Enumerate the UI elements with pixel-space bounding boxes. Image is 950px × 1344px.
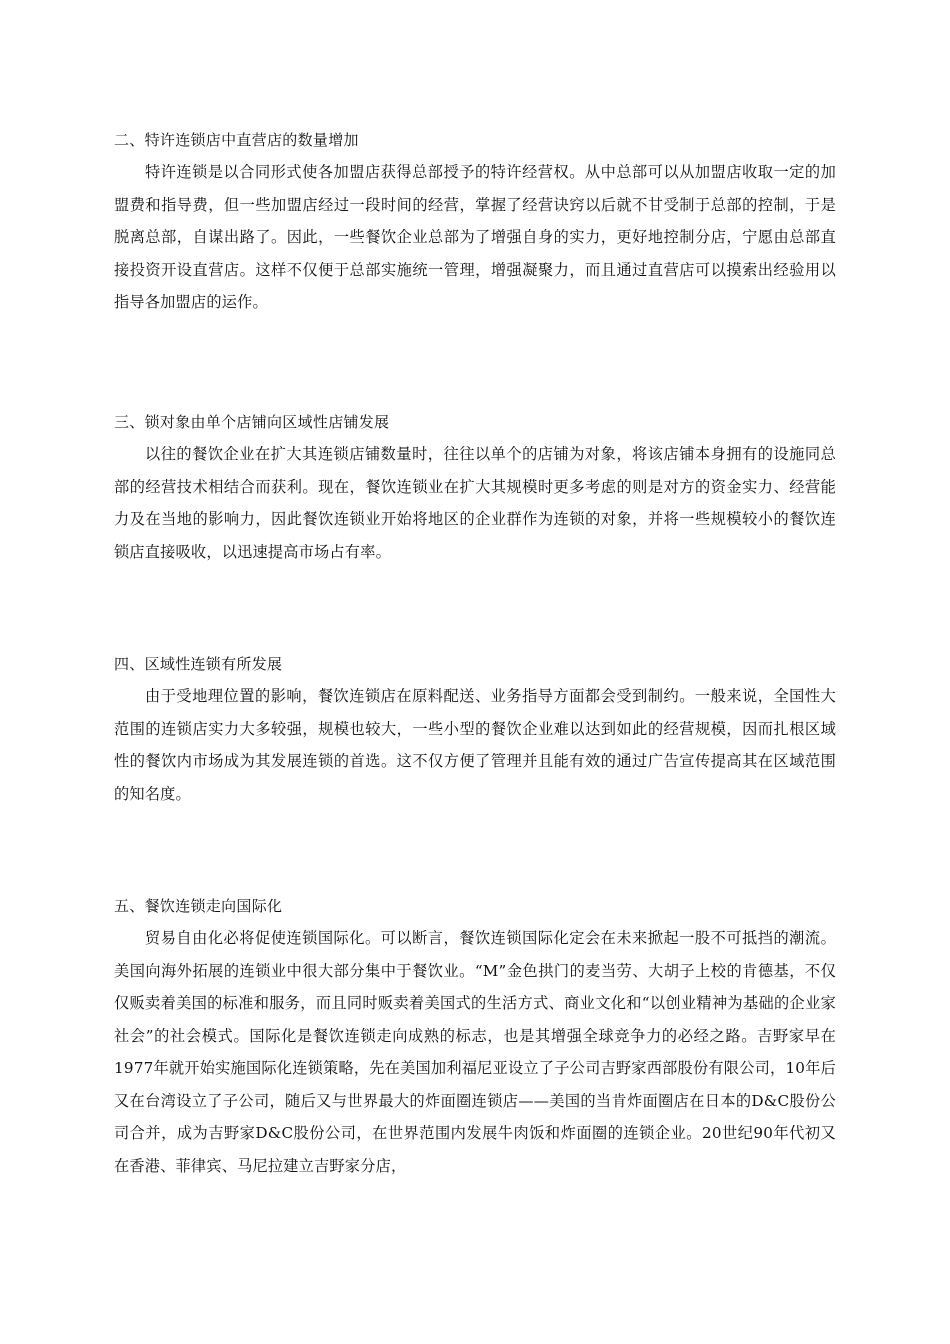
section-franchise-direct-stores <box>114 130 836 319</box>
section-paragraph: 以往的餐饮企业在扩大其连锁店铺数量时，往往以单个的店铺为对象，将该店铺本身拥有的设施同总部的经营技术相结合而获利。现在，餐饮连锁业在扩大其规模时更多考虑的则是对方的资金实力、经营能力及在当地的影响力，因此餐饮连锁业开始将地区的企业群作为连锁的对象，并将一些规模较小的餐饮连锁店直接吸收，以迅速提高市场占有率。 <box>114 445 836 561</box>
section-paragraph: 特许连锁是以合同形式使各加盟店获得总部授予的特许经营权。从中总部可以从加盟店收取一定的加盟费和指导费，但一些加盟店经过一段时间的经营，掌握了经营诀窍以后就不甘受制于总部的控制，于是脱离总部，自谋出路了。因此，一些餐饮企业总部为了增强自身的实力，更好地控制分店，宁愿由总部直接投资开设直营店。这样不仅便于总部实施统一管理，增强凝聚力，而且通过直营店可以摸索出经验用以指导各加盟店的运作。 <box>114 163 836 311</box>
section-heading: 三、锁对象由单个店铺向区域性店铺发展 <box>114 413 390 431</box>
section-internationalization <box>114 896 836 1182</box>
section-heading: 二、特许连锁店中直营店的数量增加 <box>114 131 359 149</box>
section-regional-chains <box>114 654 836 810</box>
section-paragraph: 贸易自由化必将促使连锁国际化。可以断言，餐饮连锁国际化定会在未来掀起一股不可抵挡的潮流。美国向海外拓展的连锁业中很大部分集中于餐饮业。“M”金色拱门的麦当劳、大胡子上校的肯德基，不仅仅贩卖着美国的标准和服务，而且同时贩卖着美国式的生活方式、商业文化和“以创业精神为基础的企业家社会”的社会模式。国际化是餐饮连锁走向成熟的标志，也是其增强全球竞争力的必经之路。吉野家早在1977年就开始实施国际化连锁策略，先在美国加利福尼亚设立了子公司吉野家西部股份有限公司，10年后又在台湾设立了子公司，随后又与世界最大的炸面圈连锁店——美国的当肯炸面圈店在日本的D&C股份公司合并，成为吉野家D&C股份公司，在世界范围内发展牛肉饭和炸面圈的连锁企业。20世纪90年代初又在香港、菲律宾、马尼拉建立吉野家分店， <box>114 929 836 1175</box>
section-heading: 四、区域性连锁有所发展 <box>114 655 283 673</box>
section-regional-store-targets <box>114 412 836 568</box>
section-heading: 五、餐饮连锁走向国际化 <box>114 897 283 915</box>
section-paragraph: 由于受地理位置的影响，餐饮连锁店在原料配送、业务指导方面都会受到制约。一般来说，全国性大范围的连锁店实力大多较强，规模也较大，一些小型的餐饮企业难以达到如此的经营规模，因而扎根区域性的餐饮内市场成为其发展连锁的首选。这不仅方便了管理并且能有效的通过广告宣传提高其在区域范围的知名度。 <box>114 687 836 803</box>
